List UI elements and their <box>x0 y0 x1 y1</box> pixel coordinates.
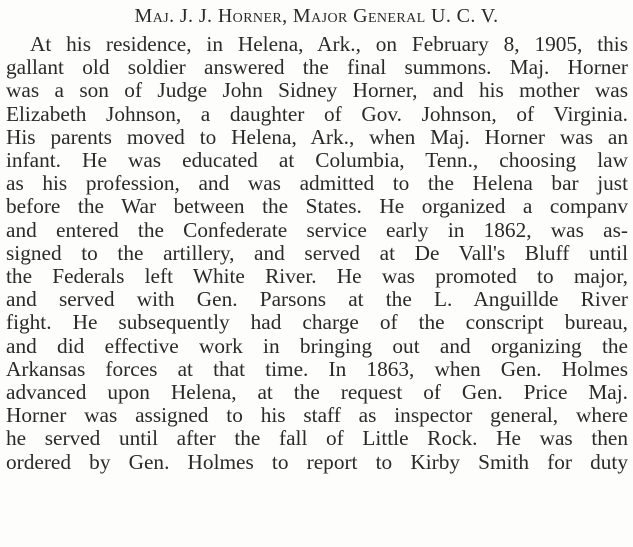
text-line: the Federals left White River. He was promoted to major, <box>6 264 628 289</box>
text-line: and entered the Confederate service early in 1862, was as- <box>6 217 628 242</box>
text-line: he served until after the fall of Little Rock. He was then <box>6 426 628 451</box>
text-line: gallant old soldier answered the final summons. Maj. Horner <box>6 55 628 80</box>
text-line: At his residence, in Helena, Ark., on February 8, 1905, this <box>30 32 628 56</box>
text-line: infant. He was educated at Columbia, Tenn., choosing law <box>6 148 628 173</box>
text-line: signed to the artillery, and served at De Vall's Bluff until <box>6 240 628 265</box>
article-body <box>6 33 628 474</box>
text-line: Elizabeth Johnson, a daughter of Gov. Johnson, of Virginia. <box>6 101 628 126</box>
text-line: His parents moved to Helena, Ark., when Maj. Horner was an <box>6 124 628 149</box>
article-heading: Maj. J. J. Horner, Major General U. C. V. <box>134 5 499 27</box>
text-line: and did effective work in bringing out and organizing the <box>6 333 628 358</box>
text-line: advanced upon Helena, at the request of Gen. Price Maj. <box>6 380 628 405</box>
text-line: ordered by Gen. Holmes to report to Kirby Smith for duty <box>6 449 628 474</box>
text-line: Horner was assigned to his staff as inspector general, where <box>6 403 628 428</box>
text-line: as his profession, and was admitted to the Helena bar just <box>6 171 628 196</box>
text-line: fight. He subsequently had charge of the conscript bureau, <box>6 310 628 335</box>
text-line: and served with Gen. Parsons at the L. Anguillde River <box>6 287 628 312</box>
text-line: before the War between the States. He organized a companv <box>6 194 628 219</box>
text-line: Arkansas forces at that time. In 1863, when Gen. Holmes <box>6 356 628 381</box>
text-line: was a son of Judge John Sidney Horner, and his mother was <box>6 78 628 103</box>
